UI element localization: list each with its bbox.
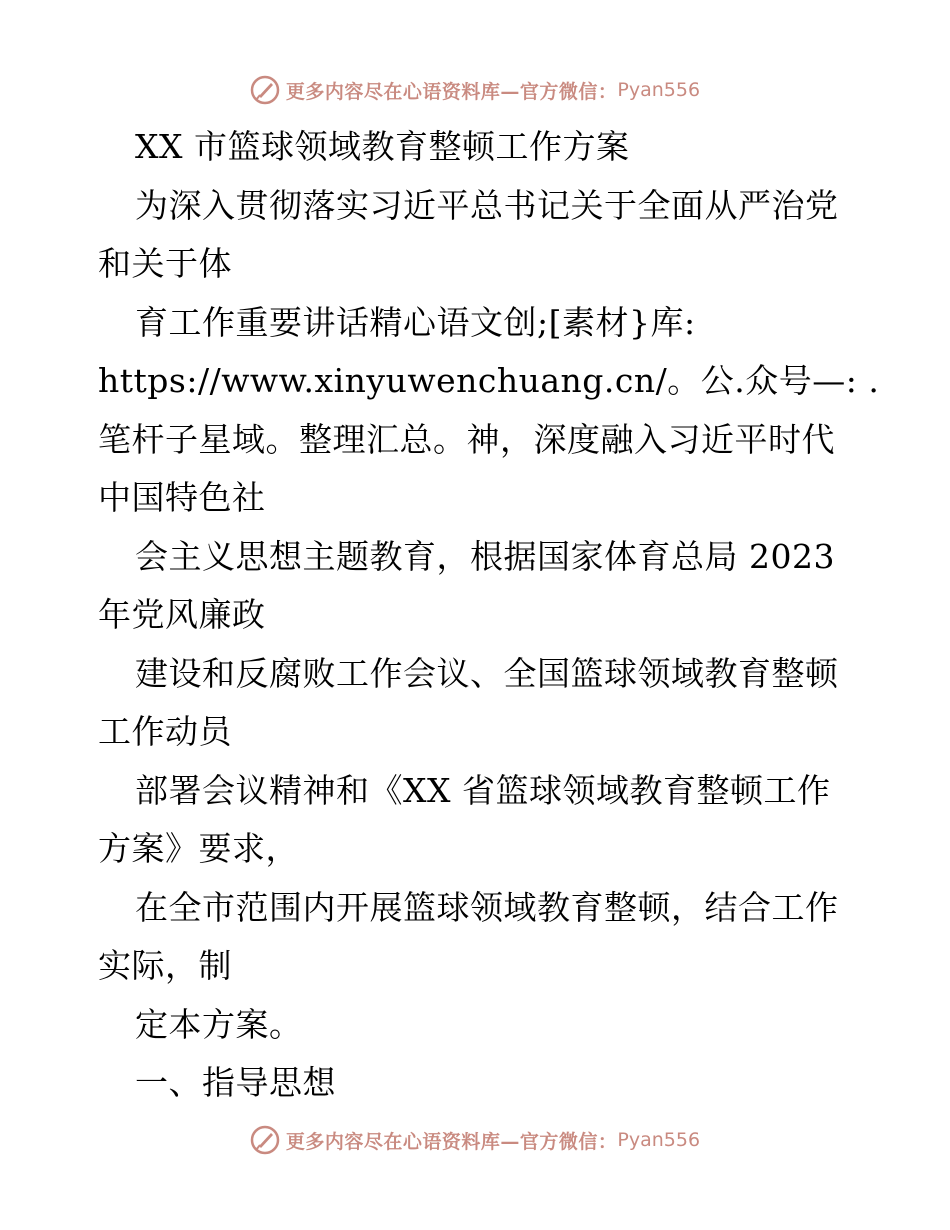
text-line: 和关于体	[98, 244, 232, 283]
header-banner	[0, 70, 950, 110]
text-line: 笔杆子星域。整理汇总。神，深度融入习近平时代	[98, 419, 835, 459]
text-line: 育工作重要讲话精心语文创;[素材}库:	[135, 302, 696, 342]
text-line: 部署会议精神和《XX 省篮球领域教育整顿工作	[135, 770, 831, 810]
quill-logo-icon	[250, 75, 280, 105]
quill-logo-icon	[250, 1125, 280, 1155]
banner-text: 更多内容尽在心语资料库—官方微信：	[285, 80, 618, 103]
text-line: 一、指导思想	[135, 1063, 336, 1102]
banner-text: 更多内容尽在心语资料库—官方微信：	[285, 1130, 618, 1153]
text-line: https://www.xinyuwenchuang.cn/。公.众号—: .	[98, 361, 880, 400]
text-line: 建设和反腐败工作会议、全国篮球领域教育整顿	[135, 653, 839, 693]
text-line: 会主义思想主题教育，根据国家体育总局 2023	[135, 536, 835, 576]
text-line: 为深入贯彻落实习近平总书记关于全面从严治党	[135, 185, 839, 225]
text-line: XX 市篮球领域教育整顿工作方案	[135, 127, 630, 166]
text-line: 方案》要求，	[98, 829, 299, 868]
text-line: 定本方案。	[135, 1004, 303, 1044]
footer-banner	[0, 1120, 950, 1160]
text-line: 工作动员	[98, 712, 232, 751]
text-line: 实际，制	[98, 946, 232, 985]
text-line: 中国特色社	[98, 478, 266, 517]
banner-wechat-id: Pyan556	[617, 79, 701, 101]
banner-wechat-id: Pyan556	[617, 1129, 701, 1151]
text-line: 在全市范围内开展篮球领域教育整顿，结合工作	[135, 887, 839, 927]
document-body	[98, 118, 880, 1113]
text-line: 年党风廉政	[98, 595, 266, 634]
